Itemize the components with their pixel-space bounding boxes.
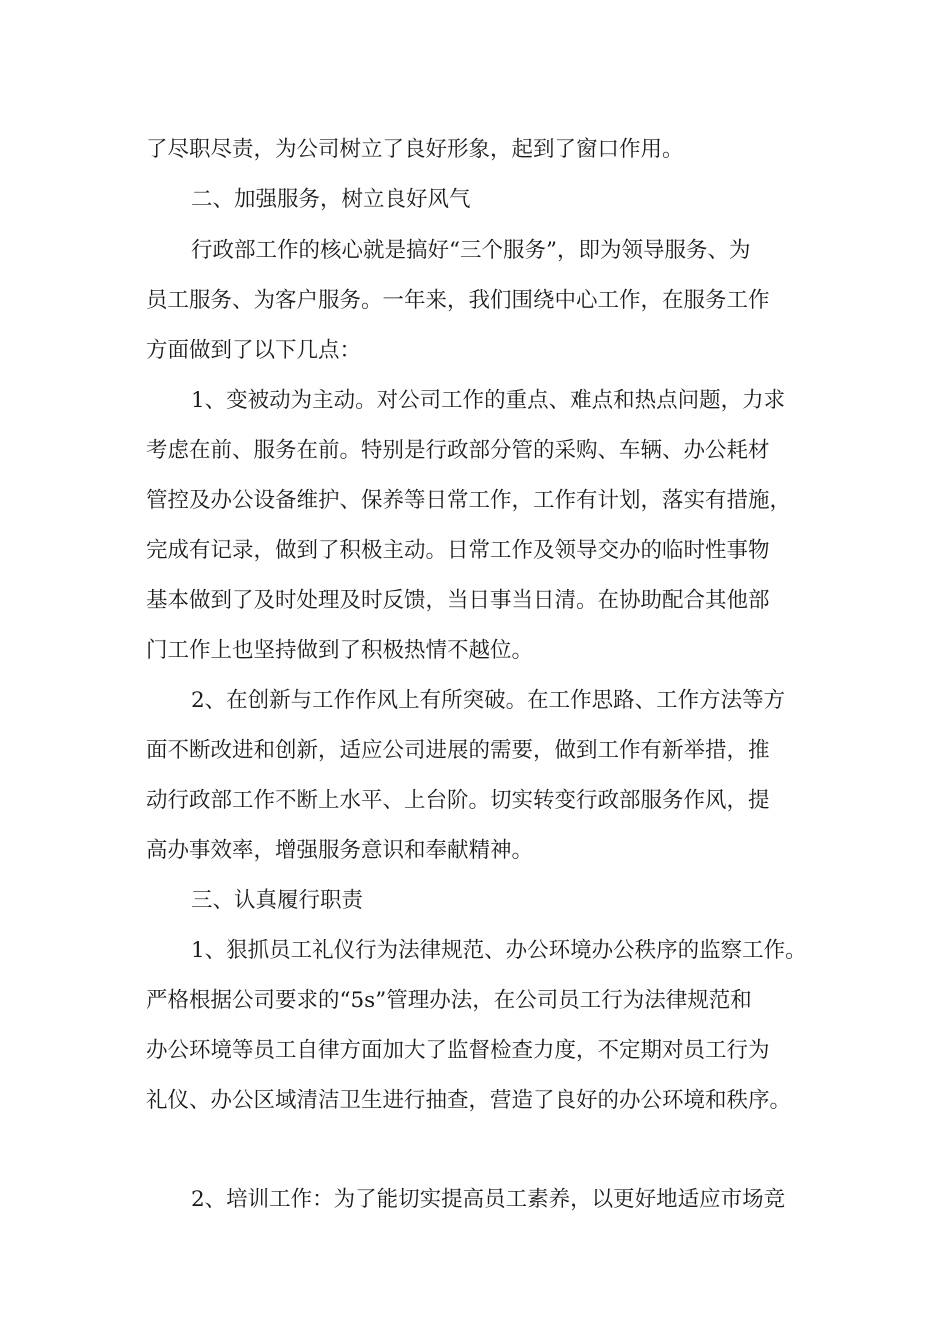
section-heading: 二、加强服务，树立良好风气 <box>191 187 471 212</box>
text-line: 办公环境等员工自律方面加大了监督检查力度，不定期对员工行为 <box>146 1038 770 1063</box>
text-line: 门工作上也坚持做到了积极热情不越位。 <box>146 638 534 663</box>
text-line: 员工服务、为客户服务。一年来，我们围绕中心工作，在服务工作 <box>146 288 770 313</box>
section-heading: 三、认真履行职责 <box>191 888 364 913</box>
text-line: 1、变被动为主动。对公司工作的重点、难点和热点问题，力求 <box>191 388 786 413</box>
text-line: 严格根据公司要求的“5s”管理办法，在公司员工行为法律规范和 <box>146 988 752 1013</box>
text-line: 1、狠抓员工礼仪行为法律规范、办公环境办公秩序的监察工作。 <box>191 938 807 963</box>
text-line: 礼仪、办公区域清洁卫生进行抽查，营造了良好的办公环境和秩序。 <box>146 1088 792 1113</box>
text-line: 完成有记录，做到了积极主动。日常工作及领导交办的临时性事物 <box>146 538 770 563</box>
text-line: 行政部工作的核心就是搞好“三个服务”，即为领导服务、为 <box>191 238 751 263</box>
text-line: 考虑在前、服务在前。特别是行政部分管的采购、车辆、办公耗材 <box>146 438 770 463</box>
text-line: 2、培训工作：为了能切实提高员工素养，以更好地适应市场竞 <box>191 1187 786 1212</box>
text-line: 方面做到了以下几点： <box>146 338 362 363</box>
text-line: 管控及办公设备维护、保养等日常工作，工作有计划，落实有措施， <box>146 488 792 513</box>
text-line: 高办事效率，增强服务意识和奉献精神。 <box>146 838 534 863</box>
text-line: 基本做到了及时处理及时反馈，当日事当日清。在协助配合其他部 <box>146 588 770 613</box>
text-line: 了尽职尽责，为公司树立了良好形象，起到了窗口作用。 <box>146 137 684 162</box>
text-line: 2、在创新与工作作风上有所突破。在工作思路、工作方法等方 <box>191 688 786 713</box>
text-line: 动行政部工作不断上水平、上台阶。切实转变行政部服务作风，提 <box>146 788 770 813</box>
text-line: 面不断改进和创新，适应公司进展的需要，做到工作有新举措，推 <box>146 738 770 763</box>
